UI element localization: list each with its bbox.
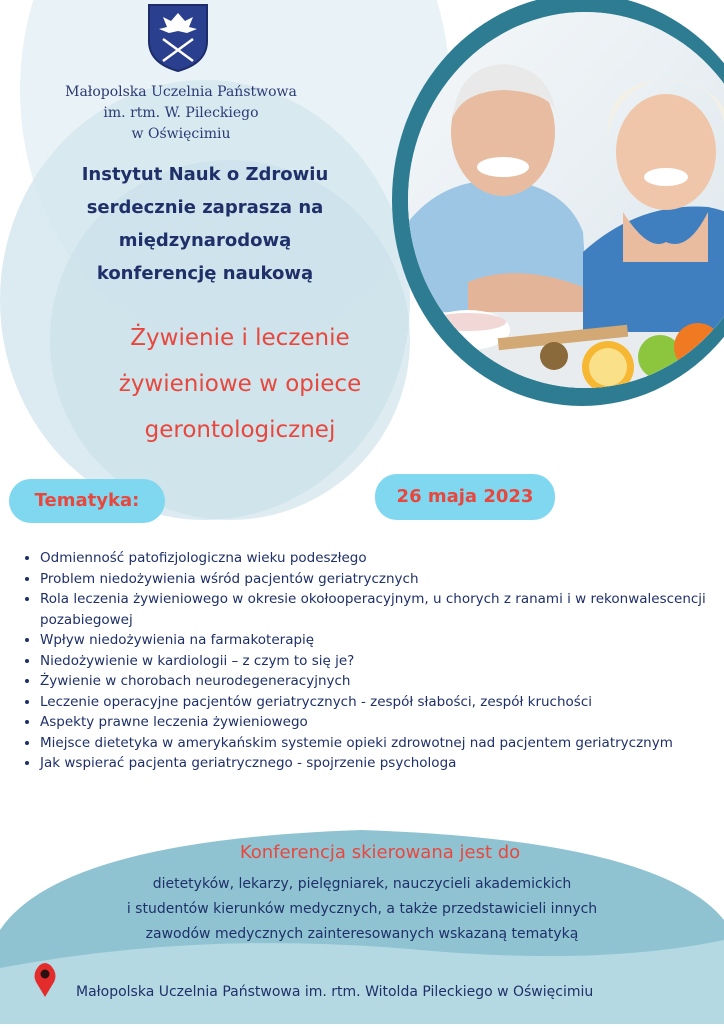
conference-title-line-3: gerontologicznej [144,417,336,443]
audience-line-2: i studentów kierunków medycznych, a także przedstawicieli innych [126,901,598,917]
intro-line-4: konferencję naukową [96,263,314,284]
topic-item: • Aspekty prawne leczenia żywieniowego [40,712,724,733]
conference-date-pill: 26 maja 2023 [375,474,555,520]
topic-item: • Leczenie operacyjne pacjentów geriatrycznych - zespół słabości, zespół kruchości [40,692,724,713]
audience-line-3: zawodów medycznych zainteresowanych wskazaną tematyką [145,926,579,942]
topic-item: • Niedożywienie w kardiologii – z czym to się je? [40,651,724,672]
footer-university-name: Małopolska Uczelnia Państwowa im. rtm. Witolda Pileckiego w Oświęcimiu [76,984,594,1000]
intro-line-3: międzynarodową [118,230,292,251]
topic-item: • Odmienność patofizjologiczna wieku podeszłego [40,548,724,569]
audience-line-1: dietetyków, lekarzy, pielęgniarek, nauczycieli akademickich [152,876,572,892]
conference-title-line-2: żywieniowe w opiece [118,371,362,397]
topics-label-pill: Tematyka: [9,479,165,523]
university-name-line-3: w Oświęcimiu [131,126,231,142]
conference-title-line-1: Żywienie i leczenie [130,325,350,351]
topic-item: • Problem niedożywienia wśród pacjentów geriatrycznych [40,569,724,590]
topics-list [22,548,724,774]
intro-line-1: Instytut Nauk o Zdrowiu [81,164,329,185]
intro-line-2: serdecznie zaprasza na [86,197,324,218]
audience-heading: Konferencja skierowana jest do [239,842,521,863]
topic-item: • Żywienie w chorobach neurodegeneracyjnych [40,671,724,692]
university-crest-icon [147,3,209,73]
topic-item: • Wpływ niedożywienia na farmakoterapię [40,630,724,651]
topic-item: • Miejsce dietetyka w amerykańskim systemie opieki zdrowotnej nad pacjentem geriatrycznym [40,733,724,754]
topic-item: • Rola leczenia żywieniowego w okresie okołooperacyjnym, u chorych z ranami i w rekonwalescencji pozabiegowej [40,589,724,630]
topic-item: • Jak wspierać pacjenta geriatrycznego - spojrzenie psychologa [40,753,724,774]
university-name-line-1: Małopolska Uczelnia Państwowa [65,84,297,100]
university-name-line-2: im. rtm. W. Pileckiego [103,105,259,121]
location-pin-icon [33,962,57,998]
